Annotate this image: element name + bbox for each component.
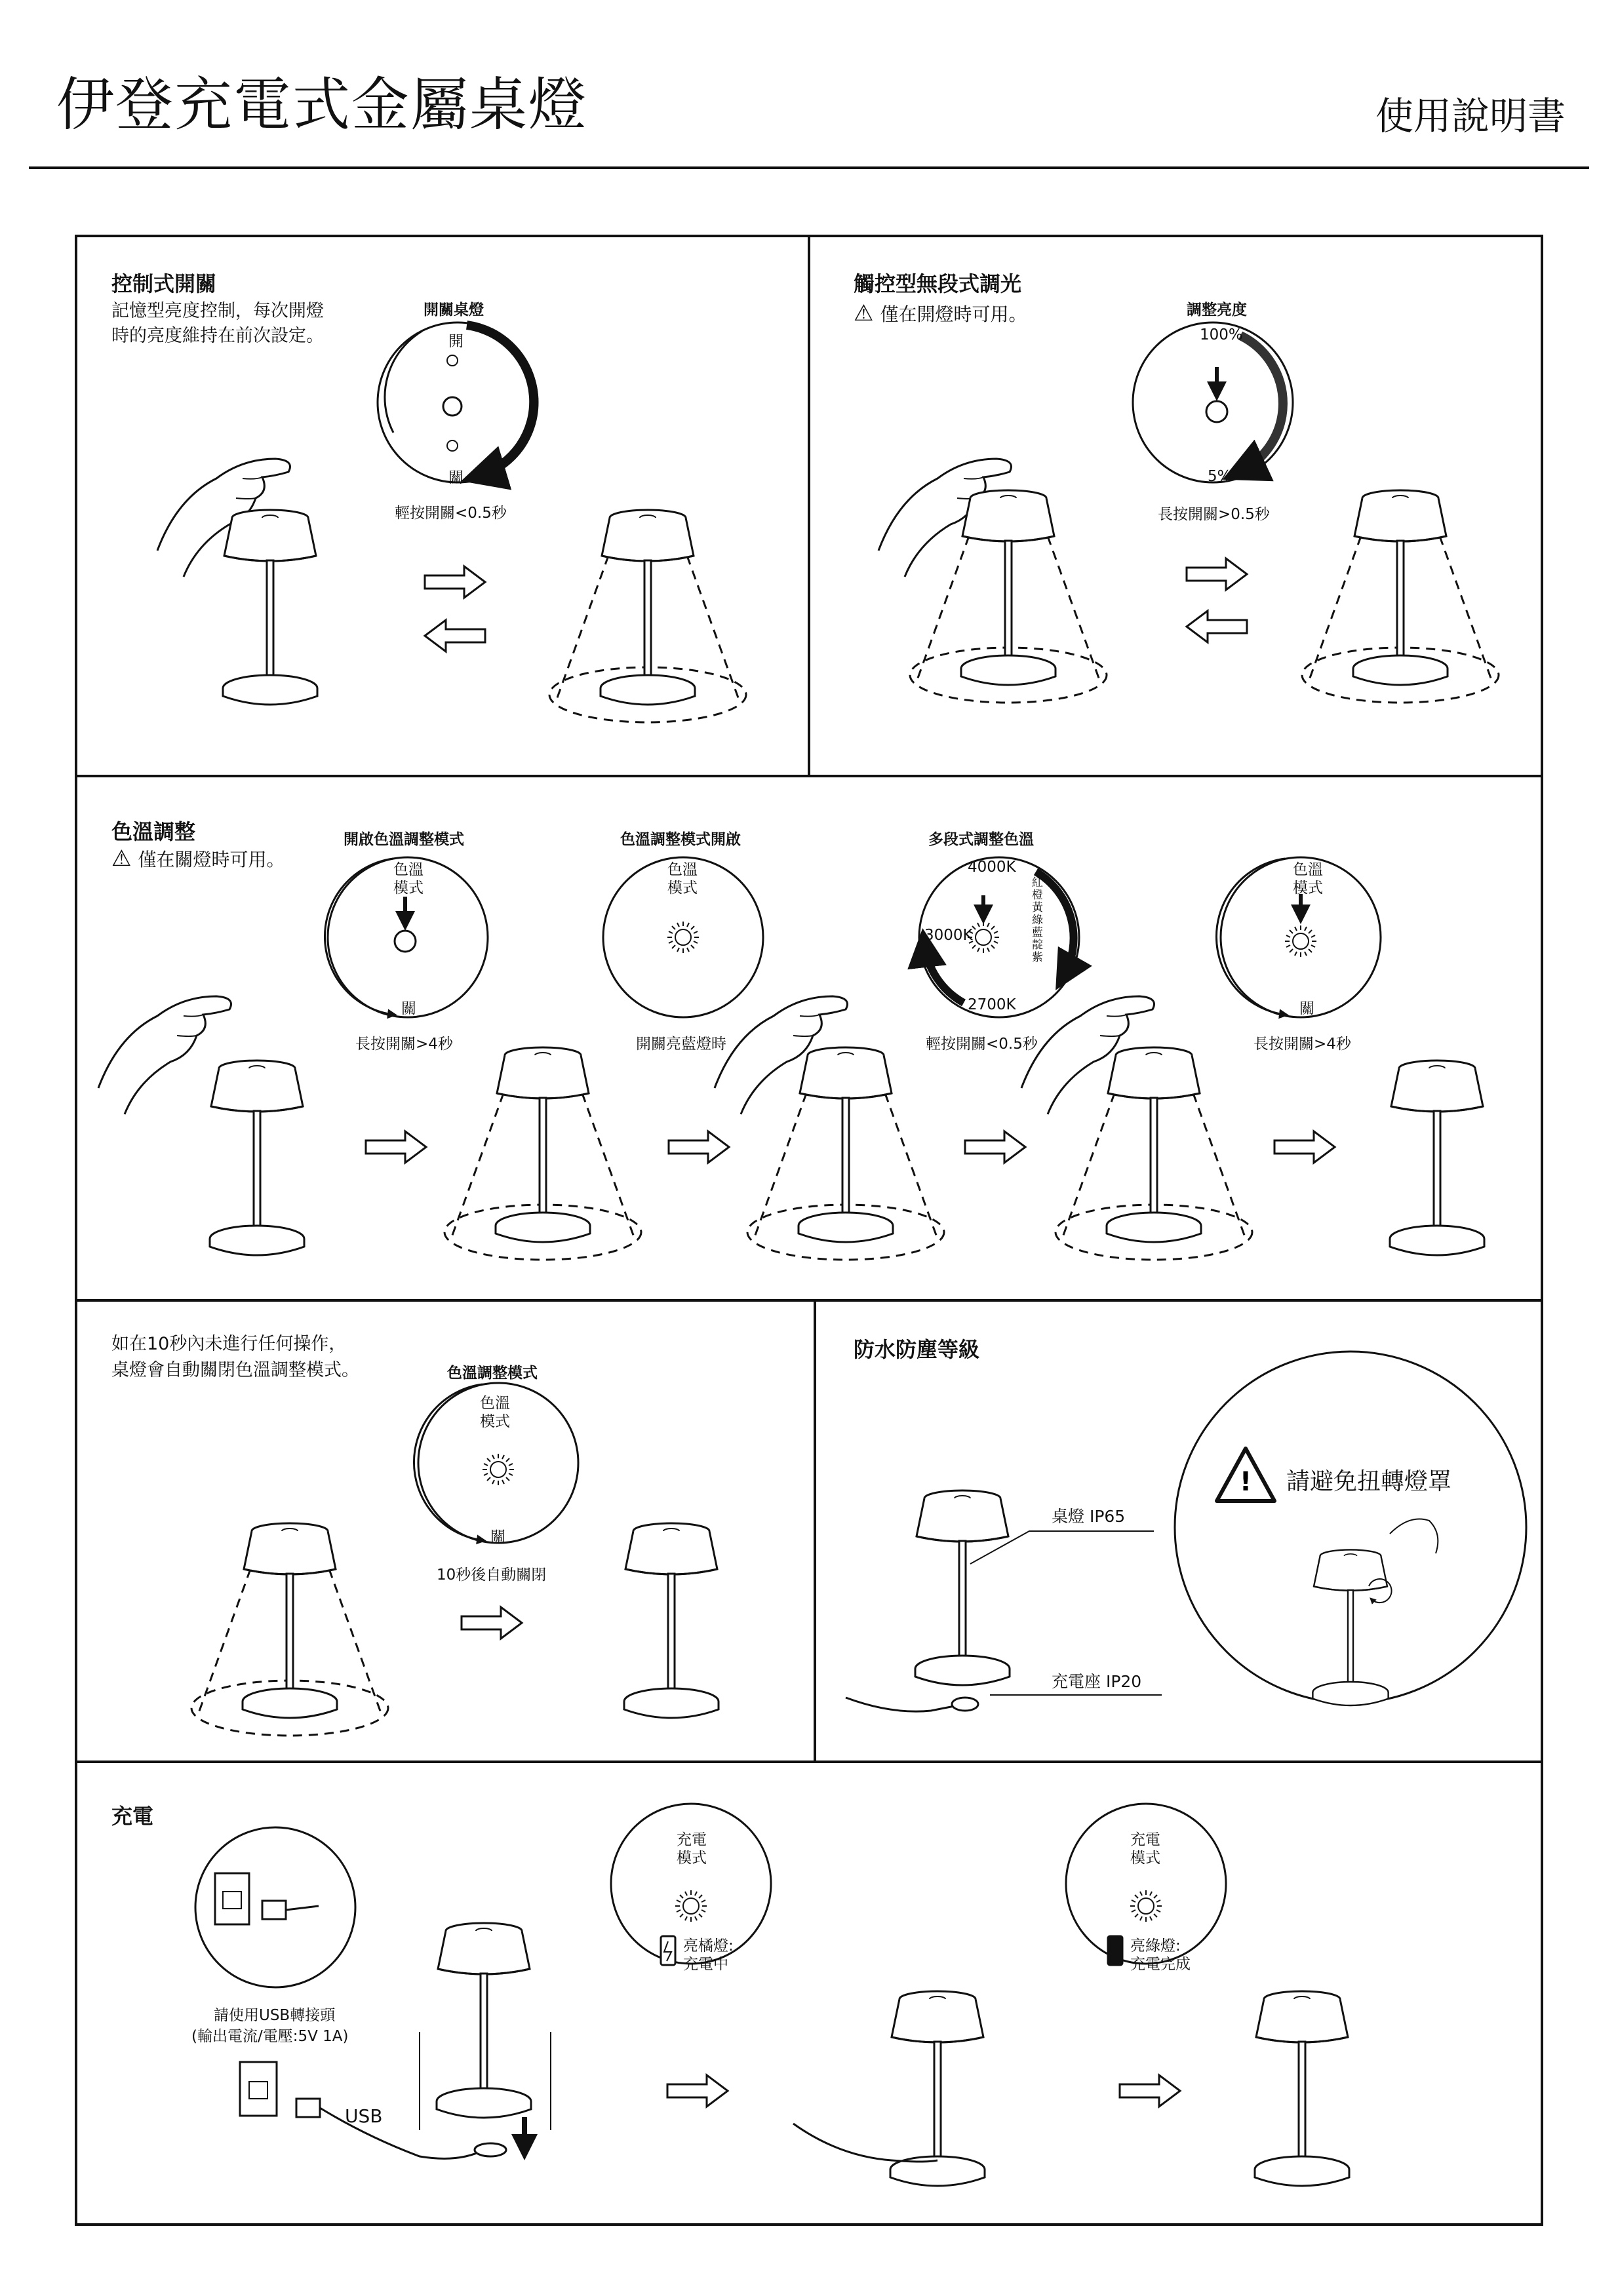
switch-caption: 輕按開關<0.5秒	[395, 505, 507, 522]
document-type: 使用說明書	[1375, 94, 1566, 138]
auto-close-dial-title: 色溫調整模式	[447, 1365, 538, 1382]
step4-caption: 長按開關>4秒	[1253, 1036, 1351, 1053]
step3-title: 多段式調整色溫	[928, 831, 1034, 848]
step4-mode-line1: 色溫	[1293, 861, 1323, 878]
step3-3000k: 3000K	[924, 927, 973, 944]
auto-close-mode-line1: 色溫	[480, 1395, 510, 1412]
adapter-note-line2: (輸出電流/電壓:5V 1A)	[191, 2028, 349, 2045]
step1-mode-line2: 模式	[393, 880, 424, 897]
step3-2700k: 2700K	[968, 996, 1016, 1013]
step3-color-sequence: 紅橙黃綠藍靛紫	[1032, 876, 1043, 964]
auto-close-mode-line2: 模式	[480, 1413, 510, 1430]
adapter-note-line1: 請使用USB轉接頭	[214, 2007, 336, 2024]
dimming-caption: 長按開關>0.5秒	[1158, 506, 1270, 523]
warning-icon: ⚠	[854, 300, 874, 326]
auto-close-off: 關	[490, 1528, 505, 1546]
base-ip-rating: 充電座 IP20	[1052, 1672, 1142, 1691]
color-temp-warning	[111, 846, 285, 872]
lamp-ip-rating: 桌燈 IP65	[1052, 1507, 1126, 1526]
switch-dial-on: 開	[448, 333, 464, 350]
done-mode-line2: 模式	[1130, 1850, 1160, 1867]
section-heading-switch: 控制式開關	[111, 271, 217, 296]
section-heading-charging: 充電	[111, 1804, 154, 1829]
step3-4000k: 4000K	[968, 859, 1016, 876]
step1-mode-line1: 色溫	[393, 861, 424, 878]
step1-caption: 長按開關>4秒	[355, 1036, 453, 1053]
done-mode-line1: 充電	[1130, 1831, 1160, 1848]
done-status-line1: 亮綠燈:	[1130, 1937, 1181, 1955]
auto-close-caption: 10秒後自動關閉	[437, 1566, 547, 1584]
charging-mode-line1: 充電	[677, 1831, 707, 1848]
dimming-dial-max: 100%	[1200, 326, 1243, 343]
step2-mode-line1: 色溫	[667, 861, 698, 878]
section-heading-color-temp: 色溫調整	[111, 819, 196, 844]
step1-title: 開啟色溫調整模式	[344, 831, 464, 848]
section-heading-ip: 防水防塵等級	[854, 1337, 980, 1362]
step2-title: 色溫調整模式開啟	[620, 831, 741, 848]
switch-dial-off: 關	[448, 469, 464, 486]
section-heading-dimming: 觸控型無段式調光	[854, 271, 1022, 296]
done-status-line2: 充電完成	[1130, 1956, 1191, 1973]
twist-warning: 請避免扭轉燈罩	[1286, 1468, 1452, 1495]
step4-mode-line2: 模式	[1293, 880, 1323, 897]
usb-label: USB	[345, 2105, 383, 2127]
dimming-warning	[854, 300, 1027, 326]
dimming-dial-title: 調整亮度	[1187, 302, 1247, 319]
charging-status-line1: 亮橘燈:	[683, 1937, 734, 1955]
step1-off: 關	[401, 1000, 416, 1017]
warning-icon: ⚠	[111, 846, 132, 872]
document-title: 伊登充電式金屬桌燈	[56, 71, 588, 138]
color-temp-warning-text: 僅在關燈時可用。	[138, 849, 285, 870]
step2-mode-line2: 模式	[667, 880, 698, 897]
charging-status-line2: 充電中	[683, 1956, 728, 1973]
charging-mode-line2: 模式	[677, 1850, 707, 1867]
switch-desc-line2: 時的亮度維持在前次設定。	[111, 326, 324, 346]
switch-dial-title: 開關桌燈	[424, 302, 484, 319]
step2-caption: 開關亮藍燈時	[636, 1036, 726, 1053]
dimming-dial-min: 5%	[1208, 468, 1232, 485]
dimming-warning-text: 僅在開燈時可用。	[880, 303, 1027, 325]
switch-desc-line1: 記憶型亮度控制，每次開燈	[111, 301, 324, 321]
step3-caption: 輕按開關<0.5秒	[926, 1036, 1038, 1053]
step4-off: 關	[1299, 1000, 1314, 1017]
auto-close-desc-line1: 如在10秒內未進行任何操作，	[111, 1334, 347, 1354]
auto-close-desc-line2: 桌燈會自動關閉色溫調整模式。	[111, 1360, 359, 1380]
svg-text:!: !	[1239, 1467, 1252, 1497]
